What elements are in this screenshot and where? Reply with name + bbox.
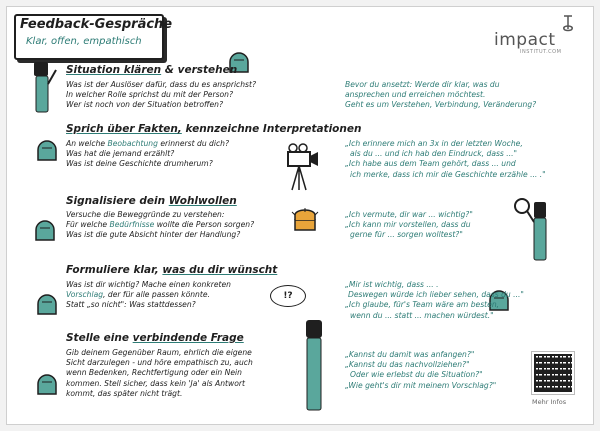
section-5-heading: Stelle eine verbindende Frage [66,332,244,344]
poster-subtitle: Klar, offen, empathisch [26,36,142,47]
section-2-heading: Sprich über Fakten, kennzeichne Interpretationen [66,123,362,135]
question-bubble: !? [270,285,306,307]
section-5-text: Gib deinem Gegenüber Raum, ehrlich die eigene Sicht darzulegen - und höre empathisch zu, auch wenn Bedenken, Rechtfertigung oder ein Nein kommen. Stell sicher, dass kein 'Ja' als Antwort kommt, das später nicht trägt. [66,348,253,398]
poster-title: Feedback-Gespräche [20,17,173,32]
dome-icon [36,294,58,316]
video-camera-icon [284,142,326,194]
section-1-heading: Situation klären & verstehen [66,64,238,76]
treasure-chest-icon [290,208,320,234]
section-2-questions: An welche Beobachtung erinnerst du dich? Was hat die jemand erzählt? Was ist deine Geschichte drumherum? [66,139,230,169]
section-3-heading: Signalisiere dein Wohlwollen [66,195,237,207]
section-3-questions: Versuche die Beweggründe zu verstehen: Für welche Bedürfnisse wollte die Person sorgen? Was ist die gute Absicht hinter der Handlung? [66,210,255,240]
section-1-examples: Bevor du ansetzt: Werde dir klar, was du ansprechen und erreichen möchtest. Geht es um Verstehen, Verbindung, Veränderung? [345,80,537,110]
figure-magnifier-icon [514,196,554,262]
dome-icon [36,374,58,396]
logo-mark-icon [561,14,575,32]
section-4-examples: „Mir ist wichtig, dass ... . Deswegen würde ich lieber sehen, dass du ..." „Ich glaube, für's Team wäre am besten, wenn du ... statt ... machen würdest." [345,280,524,320]
figure-thinking-icon [30,56,60,114]
section-1-questions: Was ist der Auslöser dafür, dass du es ansprichst? In welcher Rolle sprichst du mit der Person? Wer ist noch von der Situation betroffen? [66,80,257,110]
section-4-heading: Formuliere klar, was du dir wünscht [66,264,278,276]
figure-standing-icon [300,316,328,412]
section-5-examples: „Kannst du damit was anfangen?" „Kannst du das nachvollziehen?" Oder wie erlebst du die Situation?" „Wie geht's dir mit meinem Vorschlag?" [345,350,497,390]
brand-logo-subtext: INSTITUT.COM [520,49,562,55]
qr-label: Mehr Infos [532,398,567,406]
section-3-examples: „Ich vermute, dir war ... wichtig?" „Ich kann mir vorstellen, dass du gerne für ... sorgen wolltest?" [345,210,473,240]
dome-icon [34,220,56,242]
qr-code[interactable] [532,352,574,394]
brand-logo: impact [494,30,556,50]
dome-icon [36,140,58,162]
section-4-questions: Was ist dir wichtig? Mache einen konkreten Vorschlag, der für alle passen könnte. Statt „so nicht": Was stattdessen? [66,280,231,310]
section-2-examples: „Ich erinnere mich an 3x in der letzten Woche, als du ... und ich hab den Eindruck, dass ..." „Ich habe aus dem Team gehört, dass ... und ich merke, dass ich mir die Geschichte erzähle ... ." [345,139,546,179]
